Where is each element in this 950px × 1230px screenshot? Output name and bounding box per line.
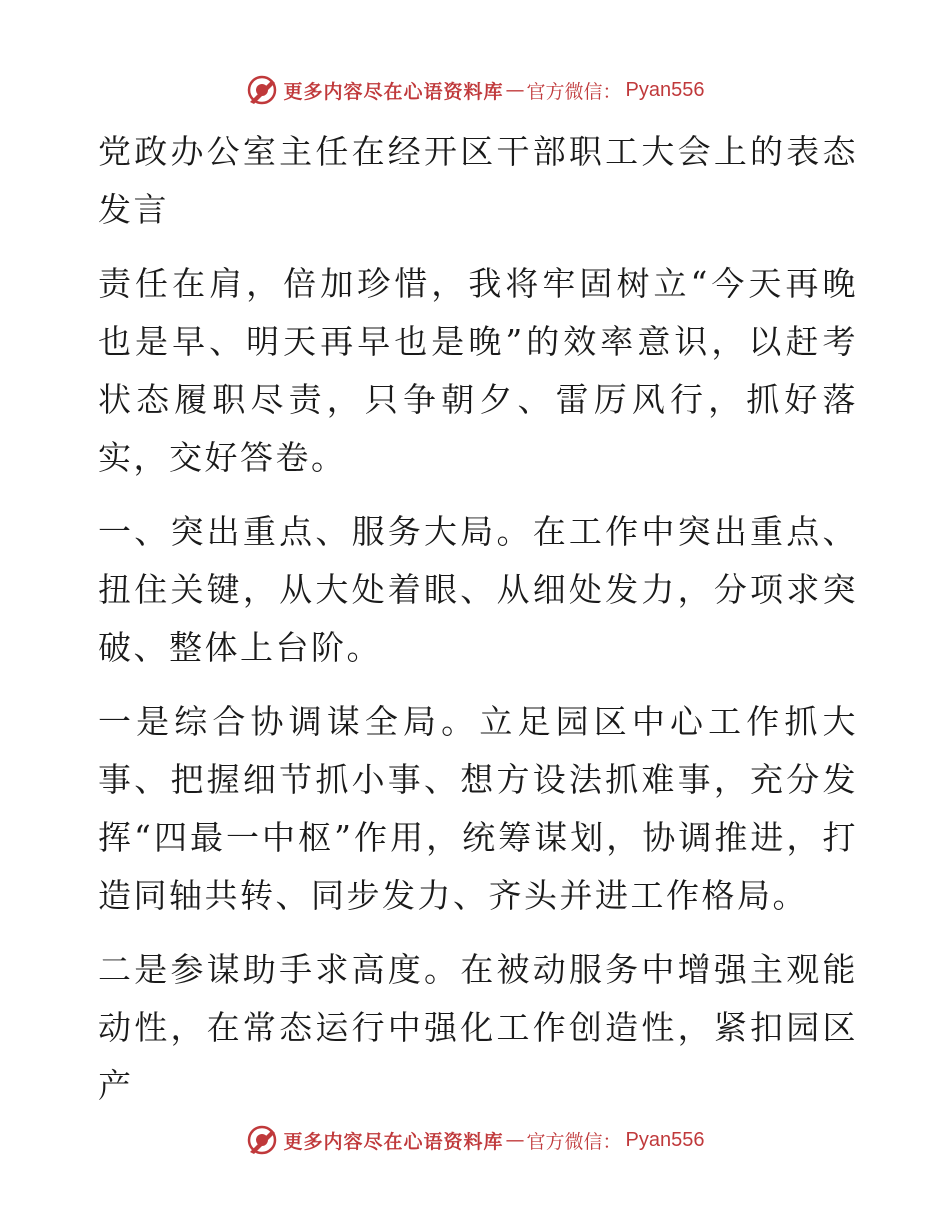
banner-brand-text: 更多内容尽在心语资料库 [283, 80, 504, 103]
document-title: 党政办公室主任在经开区干部职工大会上的表态发言 [98, 132, 858, 229]
footer-watermark-banner [0, 1120, 950, 1160]
banner-separator: — [505, 79, 525, 101]
paragraph-item-one: 一是综合协调谋全局。立足园区中心工作抓大事、把握细节抓小事、想方设法抓难事，充分发挥“四最一中枢”作用，统筹谋划，协调推进，打造同轴共转、同步发力、齐头并进工作格局。 [98, 702, 858, 915]
banner-separator: — [505, 1129, 525, 1151]
paragraph-item-two: 二是参谋助手求高度。在被动服务中增强主观能动性，在常态运行中强化工作创造性，紧扣园区产 [98, 950, 858, 1105]
paragraph-intro: 责任在肩，倍加珍惜，我将牢固树立“今天再晚也是早、明天再早也是晚”的效率意识，以赶考状态履职尽责，只争朝夕、雷厉风行，抓好落实，交好答卷。 [98, 264, 858, 477]
banner-brand-text: 更多内容尽在心语资料库 [283, 1130, 504, 1153]
banner-wechat-id: Pyan556 [625, 78, 705, 101]
header-watermark-banner [0, 70, 950, 110]
banner-wechat-id: Pyan556 [625, 1128, 705, 1151]
banner-wechat-label: 官方微信： [526, 1130, 622, 1153]
quill-seal-icon [246, 74, 278, 106]
quill-seal-icon [246, 1124, 278, 1156]
document-body [98, 123, 858, 1131]
paragraph-section-one: 一、突出重点、服务大局。在工作中突出重点、扭住关键，从大处着眼、从细处发力，分项求突破、整体上台阶。 [98, 512, 858, 667]
banner-wechat-label: 官方微信： [526, 80, 622, 103]
